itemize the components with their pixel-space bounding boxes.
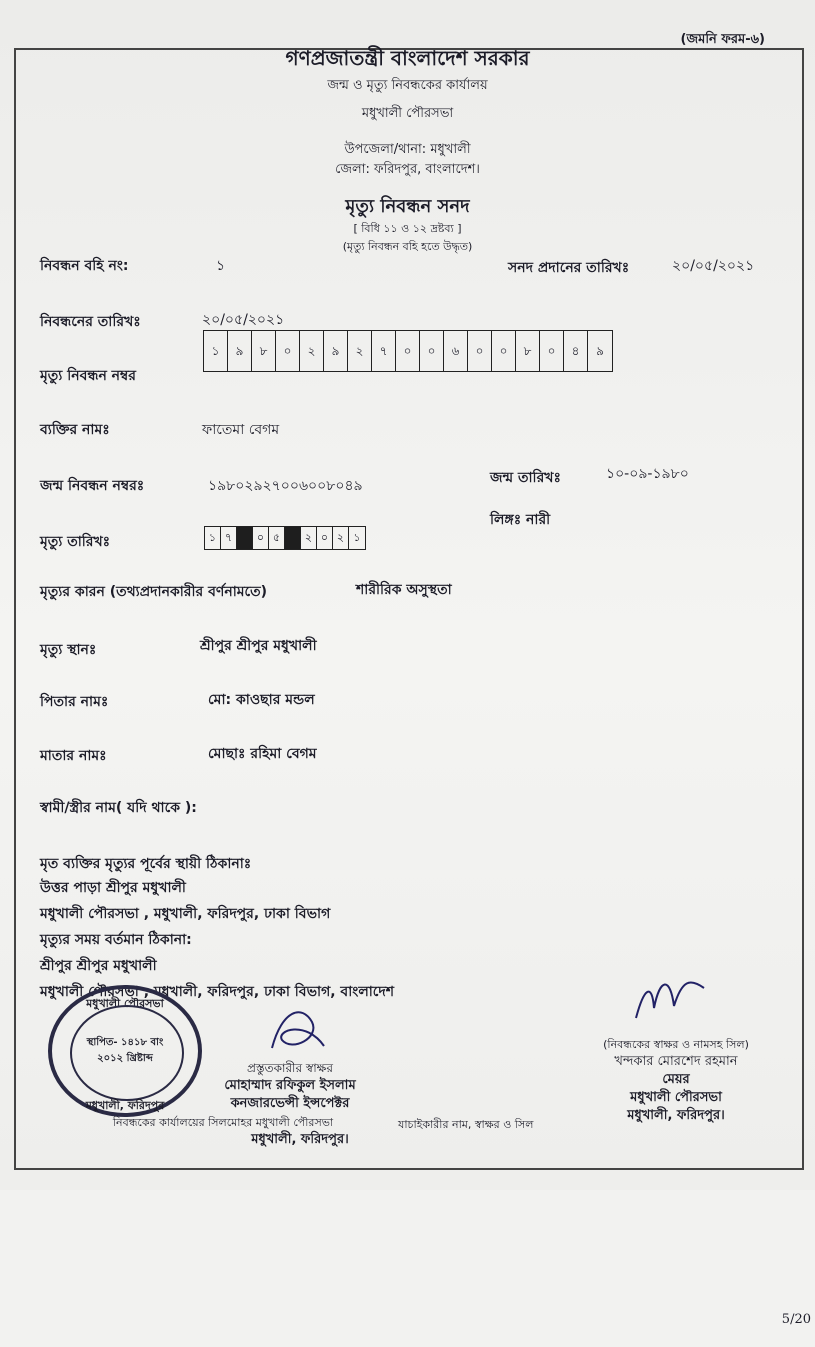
father-label: পিতার নামঃ: [40, 694, 109, 710]
seal-established: স্থাপিত- ১৪১৮ বাং: [86, 1037, 164, 1048]
digit-box: ৯: [324, 331, 348, 371]
seal-year: ২০১২ খ্রিষ্টাব্দ: [97, 1053, 153, 1064]
death-registration-label: মৃত্যু নিবন্ধন নম্বর: [40, 368, 136, 384]
digit-box: ২: [300, 331, 324, 371]
issue-date: ২০/০৫/২০২১: [672, 258, 755, 274]
cause-label: মৃত্যুর কারন (তথ্যপ্রদানকারীর বর্ণনামতে): [40, 584, 268, 600]
preparer-name: মোহাম্মাদ রফিকুল ইসলাম: [224, 1078, 356, 1093]
office-seal-label: নিবন্ধকের কার্যালয়ের সিলমোহর মধুখালী পৌরসভা: [112, 1116, 334, 1129]
father-name: মো: কাওছার মন্ডল: [208, 692, 315, 708]
municipality-seal: [48, 985, 202, 1117]
extract-note: (মৃত্যু নিবন্ধন বহি হতে উদ্ধৃত): [342, 240, 473, 253]
digit-box: ৮: [516, 331, 540, 371]
death-registration-number: [203, 330, 613, 372]
registrar-signature-icon: [630, 968, 710, 1028]
page-number: 5/20: [781, 1312, 811, 1327]
permanent-address-line-2: মধুখালী পৌরসভা , মধুখালী, ফরিদপুর, ঢাকা বিভাগ: [40, 906, 331, 922]
seal-bottom-text: মধুখালী, ফরিদপুর: [85, 1099, 165, 1112]
digit-box: ০: [492, 331, 516, 371]
digit-box: ৪: [564, 331, 588, 371]
digit-box: ১: [353, 531, 361, 544]
seal-top-text: মধুখালী পৌরসভা: [86, 997, 164, 1010]
form-number: (জমনি ফরম-৬): [680, 32, 765, 47]
person-name: ফাতেমা বেগম: [202, 422, 280, 438]
digit-box: [237, 527, 253, 549]
digit-box: ০: [276, 331, 300, 371]
place-of-death: শ্রীপুর শ্রীপুর মধুখালী: [200, 638, 317, 654]
rule-reference: [ বিধি ১১ ও ১২ দ্রষ্টব্য ]: [353, 222, 462, 235]
book-number: ১: [216, 258, 226, 274]
permanent-address-line-1: উত্তর পাড়া শ্রীপুর মধুখালী: [40, 880, 186, 896]
registrar-place: মধুখালী, ফরিদপুর।: [627, 1108, 725, 1123]
digit-box: ৮: [252, 331, 276, 371]
current-address-label: মৃত্যুর সময় বর্তমান ঠিকানা:: [40, 932, 192, 948]
digit-box: ৭: [372, 331, 396, 371]
digit-box: ৯: [596, 344, 604, 358]
death-date-label: মৃত্যু তারিখঃ: [40, 534, 111, 550]
district: জেলা: ফরিদপুর, বাংলাদেশ।: [335, 162, 480, 177]
registrar-office: মধুখালী পৌরসভা: [630, 1090, 722, 1105]
mother-name: মোছাঃ রহিমা বেগম: [208, 746, 317, 762]
upazila: উপজেলা/থানা: মধুখালী: [344, 142, 471, 157]
birth-registration-number: ১৯৮০২৯২৭০০৬০০৮০৪৯: [208, 478, 363, 494]
registrar-signature-label: (নিবন্ধকের স্বাক্ষর ও নামসহ সিল): [603, 1038, 749, 1051]
digit-box: ২: [301, 527, 317, 549]
dob-label: জন্ম তারিখঃ: [490, 470, 561, 486]
digit-box: ০: [396, 331, 420, 371]
registration-date: ২০/০৫/২০২১: [202, 312, 285, 328]
verifier-label: যাচাইকারীর নাম, স্বাক্ষর ও সিল: [398, 1118, 534, 1131]
cause-of-death: শারীরিক অসুস্থতা: [356, 582, 452, 598]
mother-label: মাতার নামঃ: [40, 748, 107, 764]
date-of-birth: ১০-০৯-১৯৮০: [606, 466, 689, 482]
digit-box: ২: [333, 527, 349, 549]
digit-box: ৭: [221, 527, 237, 549]
current-address-line-2: মধুখালী পৌরসভা , মধুখালী, ফরিদপুর, ঢাকা বিভাগ, বাংলাদেশ: [40, 984, 395, 1000]
current-address-line-1: শ্রীপুর শ্রীপুর মধুখালী: [40, 958, 157, 974]
place-label: মৃত্যু স্থানঃ: [40, 642, 97, 658]
digit-box: ২: [348, 331, 372, 371]
digit-box: ০: [253, 527, 269, 549]
government-title: গণপ্রজাতন্ত্রী বাংলাদেশ সরকার: [285, 46, 530, 70]
municipality-name: মধুখালী পৌরসভা: [361, 106, 454, 121]
office-name: জন্ম ও মৃত্যু নিবন্ধকের কার্যালয়: [327, 78, 488, 93]
digit-box: ৬: [444, 331, 468, 371]
digit-box: ০: [468, 331, 492, 371]
permanent-address-label: মৃত ব্যক্তির মৃত্যুর পূর্বের স্থায়ী ঠিকানাঃ: [40, 856, 252, 872]
digit-box: [285, 527, 301, 549]
office-place: মধুখালী, ফরিদপুর।: [251, 1132, 349, 1147]
book-number-label: নিবন্ধন বহি নং:: [40, 258, 129, 274]
registration-date-label: নিবন্ধনের তারিখঃ: [40, 314, 141, 330]
certificate-title: মৃত্যু নিবন্ধন সনদ: [345, 196, 470, 217]
digit-box: ০: [317, 527, 333, 549]
digit-box: ০: [420, 331, 444, 371]
spouse-label: স্বামী/স্ত্রীর নাম( যদি থাকে ):: [40, 800, 197, 816]
preparer-title: কনজারভেন্সী ইন্সপেক্টর: [230, 1096, 350, 1111]
digit-box: ৯: [228, 331, 252, 371]
issue-date-label: সনদ প্রদানের তারিখঃ: [508, 260, 630, 276]
preparer-signature-label: প্রস্তুতকারীর স্বাক্ষর: [246, 1061, 334, 1075]
birth-registration-label: জন্ম নিবন্ধন নম্বরঃ: [40, 478, 145, 494]
digit-box: ৫: [269, 527, 285, 549]
registrar-title: মেয়র: [662, 1072, 690, 1087]
digit-box: ১: [204, 331, 228, 371]
digit-box: ১: [205, 527, 221, 549]
death-date: [204, 526, 366, 550]
name-label: ব্যক্তির নামঃ: [40, 422, 110, 438]
registrar-name: খন্দকার মোরশেদ রহমান: [614, 1054, 738, 1069]
preparer-signature-icon: [262, 1000, 332, 1060]
digit-box: ০: [540, 331, 564, 371]
sex: লিঙ্গঃ নারী: [490, 512, 551, 528]
